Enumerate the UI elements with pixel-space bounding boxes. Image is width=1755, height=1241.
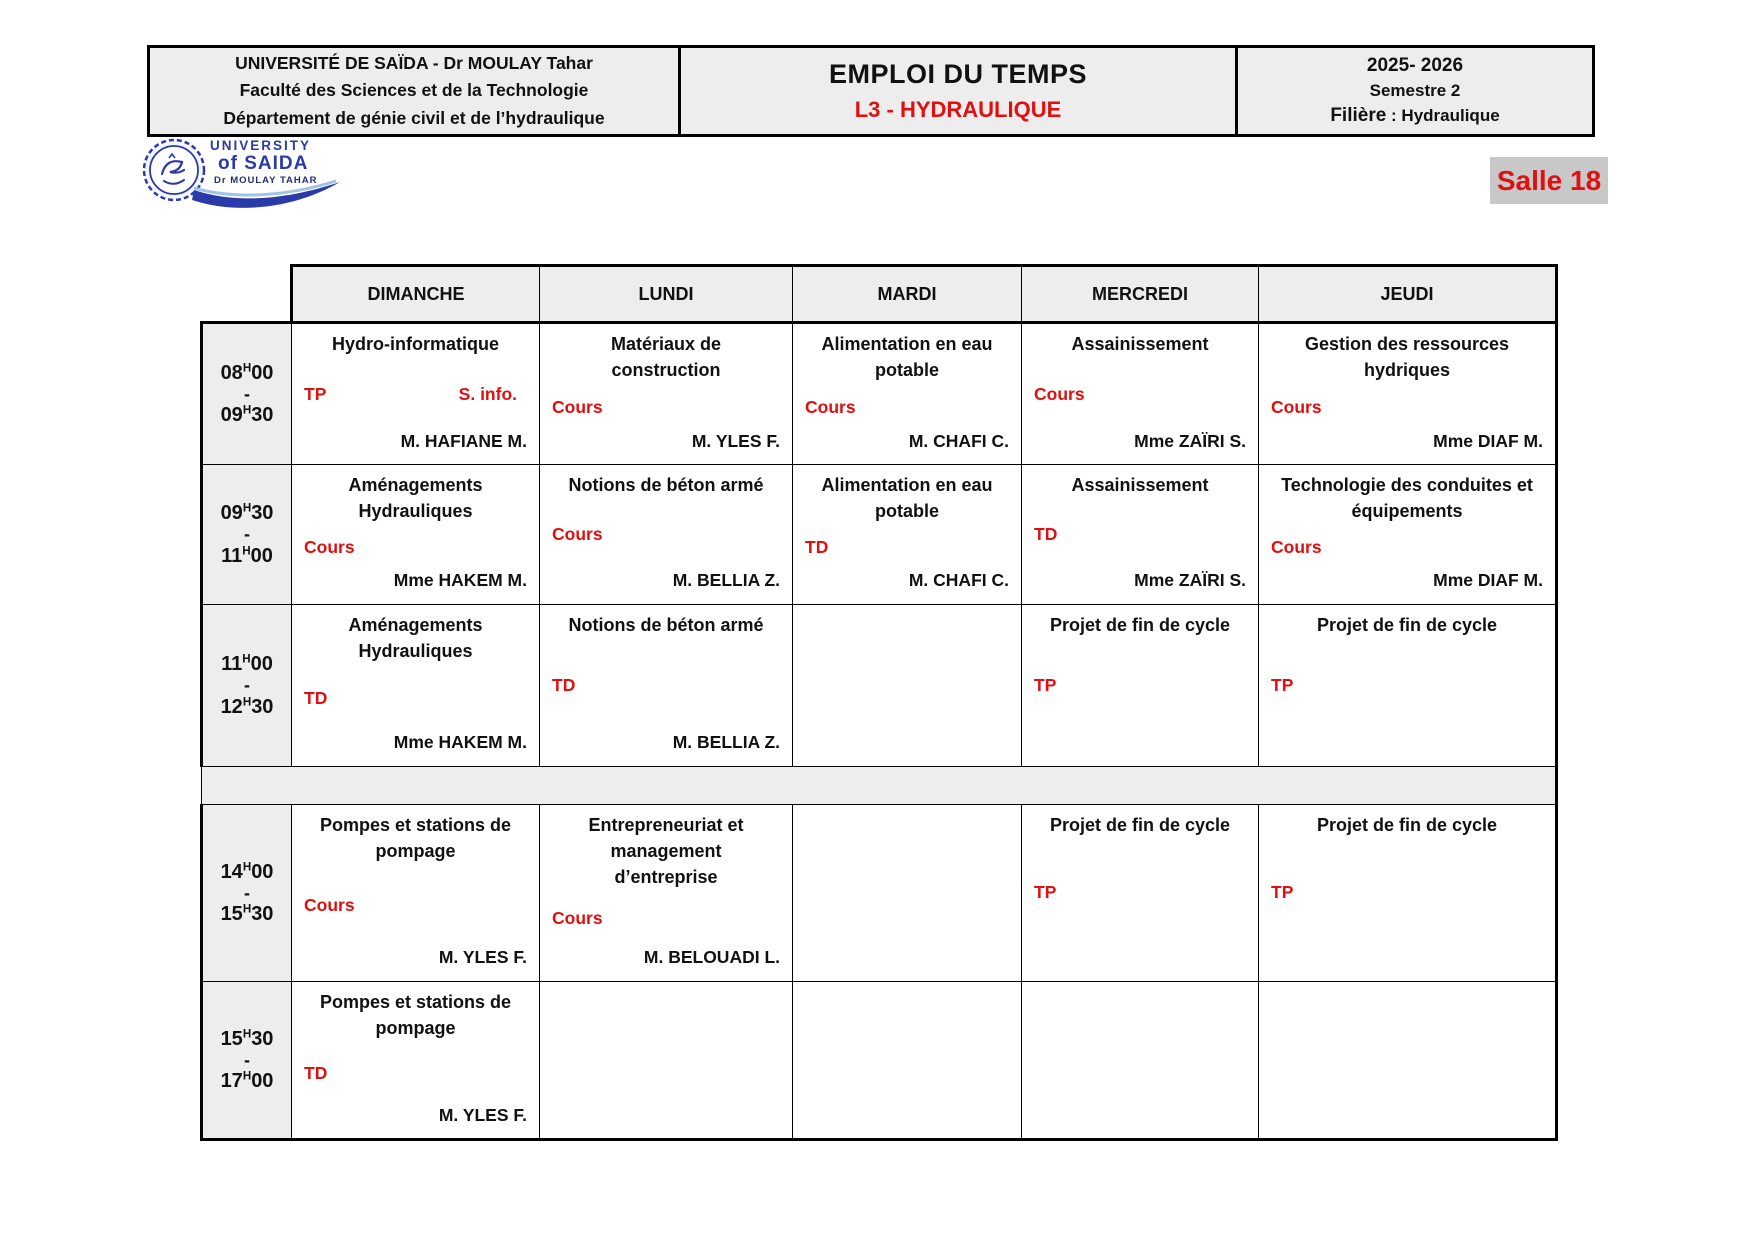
timetable-cell (292, 323, 540, 465)
time-separator: - (244, 383, 250, 404)
empty-cell (793, 982, 1022, 1140)
teacher-name: Mme HAKEM M. (393, 732, 527, 752)
session-type: Cours (552, 523, 603, 544)
timetable-cell (540, 465, 793, 605)
timetable-cell (1022, 805, 1259, 982)
session-type: TD (304, 1062, 328, 1083)
timetable-cell (540, 805, 793, 982)
academic-year: 2025- 2026 (1366, 54, 1464, 76)
course-title: Pompes et stations de pompage (319, 815, 512, 862)
course-title: Hydro-informatique (331, 334, 499, 354)
session-type: Cours (805, 396, 856, 417)
time-separator: - (244, 1049, 250, 1070)
logo-text-dr-moulay-tahar: Dr MOULAY TAHAR (214, 175, 318, 186)
time-end: $11^H00$ (221, 543, 273, 567)
filiere-value: : Hydraulique (1386, 105, 1500, 125)
course-title: Notions de béton armé (568, 475, 764, 495)
slot-row-15h30 (202, 982, 1557, 1140)
empty-cell (1022, 982, 1259, 1140)
time-start: $15^H30$ (220, 1027, 274, 1050)
session-type: TP (304, 383, 327, 404)
empty-cell (793, 605, 1022, 767)
timetable-cell (1022, 323, 1259, 465)
program-title: L3 - HYDRAULIQUE (854, 97, 1062, 122)
course-title: Aménagements Hydrauliques (348, 615, 483, 662)
corner-cell (202, 266, 292, 323)
course-title: Assainissement (1071, 334, 1209, 354)
teacher-name (1259, 947, 1555, 977)
university-name: UNIVERSITÉ DE SAÏDA - Dr MOULAY Tahar (235, 53, 593, 74)
empty-cell (1259, 982, 1557, 1140)
teacher-name: Mme ZAÏRI S. (1134, 570, 1246, 590)
timetable-cell (292, 982, 540, 1140)
course-title: Pompes et stations de pompage (319, 992, 512, 1039)
day-header-dimanche: DIMANCHE (292, 266, 540, 323)
timetable-cell (1259, 605, 1557, 767)
timetable-cell (292, 465, 540, 605)
teacher-name (1022, 947, 1258, 977)
session-type: TD (304, 687, 328, 708)
session-type: TP (1271, 674, 1294, 695)
time-slot-11h00 (202, 605, 292, 767)
session-type: Cours (1034, 383, 1085, 404)
teacher-name: M. BELLIA Z. (672, 732, 780, 752)
document-header (147, 45, 1595, 137)
university-info (150, 48, 678, 134)
course-title: Gestion des ressources hydriques (1304, 334, 1510, 381)
time-end: $12^H30$ (220, 694, 274, 718)
time-end: $17^H00$ (220, 1069, 274, 1093)
teacher-name (1022, 732, 1258, 762)
timetable-cell (1259, 323, 1557, 465)
teacher-name: M. YLES F. (691, 431, 780, 451)
faculty-name: Faculté des Sciences et de la Technologie (239, 80, 589, 101)
course-title: Projet de fin de cycle (1049, 615, 1231, 635)
lunch-break-band (202, 767, 1557, 805)
day-header-lundi: LUNDI (540, 266, 793, 323)
logo-text-university: UNIVERSITY (210, 138, 312, 153)
timetable-cell (540, 323, 793, 465)
time-end: $09^H30$ (220, 403, 274, 427)
department-name: Département de génie civil et de l’hydraulique (223, 107, 605, 128)
empty-cell (540, 982, 793, 1140)
time-separator: - (244, 524, 250, 545)
time-slot-09h30 (202, 465, 292, 605)
teacher-name: M. HAFIANE M. (400, 431, 527, 451)
filiere-label: Filière (1330, 104, 1387, 126)
day-header-mardi: MARDI (793, 266, 1022, 323)
day-header-row (202, 266, 1557, 323)
lunch-break-row (202, 767, 1557, 805)
slot-row-14h00 (202, 805, 1557, 982)
teacher-name: Mme DIAF M. (1433, 431, 1543, 451)
course-title: Assainissement (1071, 475, 1209, 495)
logo-text-of-saida: of SAIDA (218, 153, 309, 174)
session-type: Cours (1271, 396, 1322, 417)
session-type: TD (805, 536, 829, 557)
time-start: $11^H00$ (221, 652, 273, 676)
timetable (200, 264, 1558, 1141)
course-title: Projet de fin de cycle (1316, 815, 1498, 835)
filiere-line (1330, 103, 1499, 130)
session-type: Cours (304, 895, 355, 916)
session-info (1238, 48, 1592, 134)
course-title: Alimentation en eau potable (821, 475, 993, 522)
teacher-name: Mme ZAÏRI S. (1134, 431, 1246, 451)
time-end: $15^H30$ (220, 902, 274, 926)
time-start: $08^H00$ (220, 361, 274, 384)
course-title: Technologie des conduites et équipements (1281, 475, 1533, 522)
teacher-name: Mme DIAF M. (1433, 570, 1543, 590)
teacher-name: M. BELLIA Z. (672, 570, 780, 590)
day-header-jeudi: JEUDI (1259, 266, 1557, 323)
document-title-block (678, 48, 1238, 134)
timetable-cell (1022, 605, 1259, 767)
time-separator: - (244, 882, 250, 903)
slot-row-09h30 (202, 465, 1557, 605)
session-type: TD (1034, 523, 1058, 544)
semester-label: Semestre 2 (1369, 81, 1461, 101)
teacher-name: M. CHAFI C. (908, 431, 1009, 451)
course-title: Projet de fin de cycle (1316, 615, 1498, 635)
teacher-name: M. BELOUADI L. (643, 947, 780, 967)
timetable-cell (540, 605, 793, 767)
timetable-cell (292, 605, 540, 767)
timetable-cell (292, 805, 540, 982)
teacher-name: M. CHAFI C. (908, 570, 1009, 590)
session-type: Cours (1271, 536, 1322, 557)
session-room: S. info. (458, 383, 517, 404)
course-title: Matériaux de construction (610, 334, 722, 381)
empty-cell (793, 805, 1022, 982)
course-title: Alimentation en eau potable (821, 334, 993, 381)
teacher-name: M. YLES F. (438, 1105, 527, 1125)
time-separator: - (244, 675, 250, 696)
slot-row-11h00 (202, 605, 1557, 767)
course-title: Aménagements Hydrauliques (348, 475, 483, 522)
session-type: TP (1034, 882, 1057, 903)
teacher-name: M. YLES F. (438, 947, 527, 967)
timetable-cell (1259, 805, 1557, 982)
time-slot-14h00 (202, 805, 292, 982)
session-type: TP (1271, 882, 1294, 903)
timetable-cell (793, 323, 1022, 465)
course-title: Entrepreneuriat et management d’entreprise (588, 815, 744, 888)
day-header-mercredi: MERCREDI (1022, 266, 1259, 323)
session-type: Cours (304, 536, 355, 557)
teacher-name (1259, 732, 1555, 762)
university-logo (136, 134, 346, 218)
time-start: $14^H00$ (220, 860, 274, 883)
teacher-name: Mme HAKEM M. (393, 570, 527, 590)
page-title: EMPLOI DU TEMPS (828, 59, 1087, 89)
slot-row-08h00 (202, 323, 1557, 465)
session-type: Cours (552, 908, 603, 929)
time-slot-15h30 (202, 982, 292, 1140)
time-slot-08h00 (202, 323, 292, 465)
session-type: Cours (552, 396, 603, 417)
session-type: TP (1034, 674, 1057, 695)
course-title: Projet de fin de cycle (1049, 815, 1231, 835)
time-start: $09^H30$ (220, 501, 274, 525)
timetable-cell (793, 465, 1022, 605)
timetable-cell (1022, 465, 1259, 605)
room-badge: Salle 18 (1490, 157, 1608, 204)
session-type: TD (552, 674, 576, 695)
course-title: Notions de béton armé (568, 615, 764, 635)
timetable-cell (1259, 465, 1557, 605)
